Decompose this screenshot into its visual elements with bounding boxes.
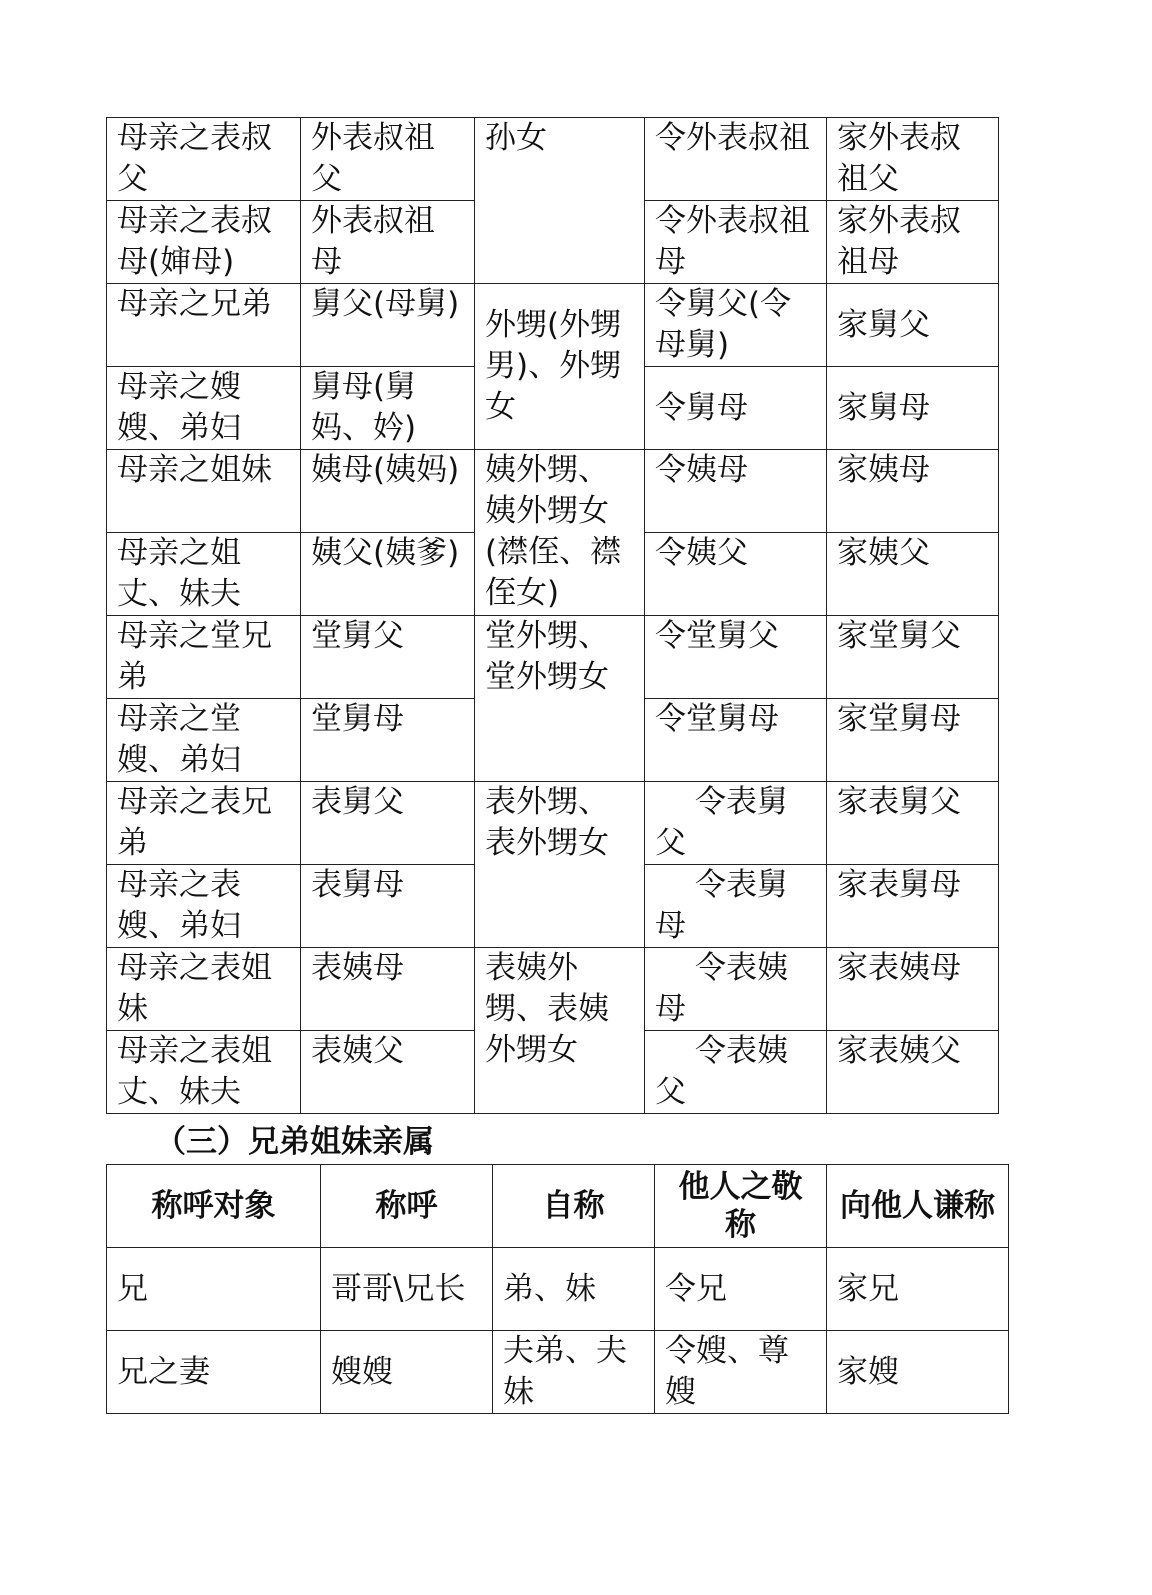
table-cell: 母亲之表叔父 [107, 118, 301, 201]
table-cell: 家姨父 [827, 533, 999, 616]
table-cell: 母亲之表嫂、弟妇 [107, 865, 301, 948]
table-cell: 母亲之表姐妹 [107, 948, 301, 1031]
table-cell: 孙女 [475, 118, 645, 284]
table-cell: 家外表叔祖父 [827, 118, 999, 201]
table-cell: 表姨外甥、表姨外甥女 [475, 948, 645, 1114]
table-cell: 家表舅母 [827, 865, 999, 948]
table-cell: 姨外甥、姨外甥女(襟侄、襟侄女) [475, 450, 645, 616]
table-cell: 令堂舅母 [645, 699, 827, 782]
table-cell: 舅母(舅妈、妗) [301, 367, 475, 450]
table-cell: 令外表叔祖 [645, 118, 827, 201]
column-header: 自称 [493, 1165, 655, 1248]
table-cell: 令表姨父 [645, 1031, 827, 1114]
table-cell: 姨父(姨爹) [301, 533, 475, 616]
table-row [107, 948, 999, 1031]
table-cell: 令外表叔祖母 [645, 201, 827, 284]
table-row [107, 450, 999, 533]
table-header-row [107, 1165, 1009, 1248]
table-cell: 表舅母 [301, 865, 475, 948]
table-cell: 兄之妻 [107, 1331, 321, 1414]
table-cell: 母亲之表兄弟 [107, 782, 301, 865]
table-row [107, 782, 999, 865]
table-cell: 嫂嫂 [321, 1331, 493, 1414]
table-cell: 令表舅父 [645, 782, 827, 865]
table-cell: 表外甥、表外甥女 [475, 782, 645, 948]
table-cell: 表姨父 [301, 1031, 475, 1114]
table-cell: 家舅父 [827, 284, 999, 367]
table-row [107, 616, 999, 699]
table-cell: 令姨母 [645, 450, 827, 533]
table-cell: 表姨母 [301, 948, 475, 1031]
table-cell: 家嫂 [827, 1331, 1009, 1414]
table-cell: 母亲之堂兄弟 [107, 616, 301, 699]
table-row [107, 1248, 1009, 1331]
column-header: 向他人谦称 [827, 1165, 1009, 1248]
table-cell: 外表叔祖父 [301, 118, 475, 201]
table-cell: 堂舅父 [301, 616, 475, 699]
column-header: 称呼对象 [107, 1165, 321, 1248]
table-cell: 令堂舅父 [645, 616, 827, 699]
table-cell: 弟、妹 [493, 1248, 655, 1331]
table-cell: 家兄 [827, 1248, 1009, 1331]
table-cell: 令表姨母 [645, 948, 827, 1031]
table-cell: 外表叔祖母 [301, 201, 475, 284]
table-cell: 令舅母 [645, 367, 827, 450]
table-cell: 家外表叔祖母 [827, 201, 999, 284]
column-header: 他人之敬称 [655, 1165, 827, 1248]
table-cell: 家堂舅父 [827, 616, 999, 699]
table-cell: 家表姨父 [827, 1031, 999, 1114]
table-cell: 母亲之表姐丈、妹夫 [107, 1031, 301, 1114]
table-cell: 母亲之堂嫂、弟妇 [107, 699, 301, 782]
kinship-table-mother-side [106, 117, 999, 1114]
table-cell: 夫弟、夫妹 [493, 1331, 655, 1414]
section-heading: （三）兄弟姐妹亲属 [155, 1124, 434, 1160]
table-cell: 姨母(姨妈) [301, 450, 475, 533]
table-cell: 舅父(母舅) [301, 284, 475, 367]
column-header: 称呼 [321, 1165, 493, 1248]
table-cell: 堂舅母 [301, 699, 475, 782]
kinship-table-siblings [106, 1164, 1009, 1414]
table-cell: 令表舅母 [645, 865, 827, 948]
table-cell: 母亲之姐丈、妹夫 [107, 533, 301, 616]
table-cell: 母亲之嫂嫂、弟妇 [107, 367, 301, 450]
table-cell: 母亲之兄弟 [107, 284, 301, 367]
table-cell: 令嫂、尊嫂 [655, 1331, 827, 1414]
table-cell: 家堂舅母 [827, 699, 999, 782]
table-row [107, 1331, 1009, 1414]
table-cell: 家表舅父 [827, 782, 999, 865]
table-cell: 外甥(外甥男)、外甥女 [475, 284, 645, 450]
table-cell: 令兄 [655, 1248, 827, 1331]
table-cell: 哥哥\兄长 [321, 1248, 493, 1331]
table-cell: 家舅母 [827, 367, 999, 450]
table-cell: 家表姨母 [827, 948, 999, 1031]
table-cell: 家姨母 [827, 450, 999, 533]
table-row [107, 118, 999, 201]
table-cell: 令姨父 [645, 533, 827, 616]
table-row [107, 284, 999, 367]
table-cell: 令舅父(令母舅) [645, 284, 827, 367]
table-cell: 兄 [107, 1248, 321, 1331]
table-cell: 母亲之姐妹 [107, 450, 301, 533]
table-cell: 母亲之表叔母(婶母) [107, 201, 301, 284]
table-cell: 表舅父 [301, 782, 475, 865]
table-cell: 堂外甥、堂外甥女 [475, 616, 645, 782]
